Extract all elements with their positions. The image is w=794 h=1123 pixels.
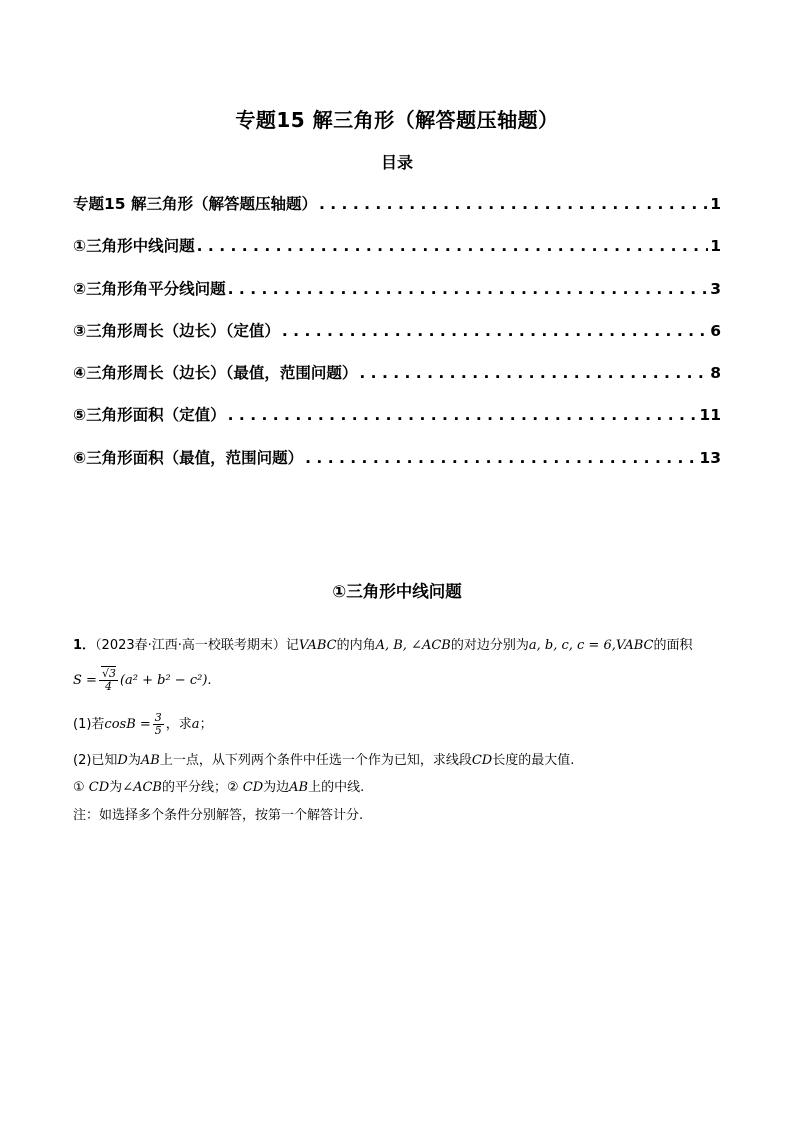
toc-page-number: 8	[710, 364, 721, 383]
math-angles: A, B, ∠ACB	[375, 638, 451, 653]
conditions	[73, 778, 733, 798]
math-var: AB	[289, 780, 309, 795]
math-var: D	[117, 753, 128, 768]
toc-entry-text: ⑥三角形面积（最值，范围问题）	[73, 448, 304, 467]
fraction	[99, 668, 118, 693]
toc-leader-dots	[228, 406, 698, 424]
math-var: AB	[140, 753, 160, 768]
math-var: CD	[242, 780, 264, 795]
question-2	[73, 751, 733, 771]
condition-text: 为	[109, 780, 123, 795]
math-denominator: 5	[154, 724, 162, 737]
problem-statement-line1	[73, 636, 733, 656]
math-numerator: 3	[154, 711, 162, 724]
toc-entry-text: ②三角形角平分线问题	[73, 279, 226, 298]
question-text: ；	[199, 717, 213, 732]
toc-entry[interactable]	[73, 319, 721, 361]
toc-page-number: 6	[710, 321, 721, 340]
condition-mark: ①	[73, 780, 85, 795]
toc-page-number: 1	[710, 237, 721, 256]
toc-page-number: 3	[710, 279, 721, 298]
toc-entry[interactable]	[73, 446, 721, 488]
toc-entry[interactable]	[73, 277, 721, 319]
math-var: CD	[471, 753, 493, 768]
toc-leader-dots	[359, 364, 708, 382]
area-formula	[73, 668, 733, 693]
toc-leader-dots	[319, 195, 708, 213]
problem-text: 记	[285, 638, 299, 653]
math-var: CD	[88, 780, 110, 795]
math-area-lhs: S =	[73, 673, 97, 688]
toc-entry-text: ③三角形周长（边长）（定值）	[73, 321, 280, 340]
toc-entry-text: ①三角形中线问题	[73, 237, 195, 256]
question-text: ，求	[165, 717, 192, 732]
question-text: (1)若	[73, 717, 105, 732]
toc-entry[interactable]	[73, 192, 721, 234]
question-text: (2)已知	[73, 753, 118, 768]
question-1	[73, 712, 733, 737]
math-sqrt: √3	[101, 667, 116, 680]
toc-entry[interactable]	[73, 361, 721, 403]
question-text: 上一点，从下列两个条件中任选一个作为已知，求线段	[159, 753, 472, 768]
question-text: 为	[127, 753, 141, 768]
math-cos: cosB =	[104, 717, 151, 732]
toc-leader-dots	[282, 322, 708, 340]
toc-entry[interactable]	[73, 403, 721, 445]
toc-entry[interactable]	[73, 234, 721, 276]
fraction	[153, 712, 164, 737]
math-area-rest: (a² + b² − c²).	[119, 673, 212, 688]
toc-leader-dots	[228, 280, 709, 298]
problem-source: （2023春·江西·高一校联考期末）	[95, 638, 286, 653]
math-triangle: VABC	[298, 638, 337, 653]
math-angle: ∠ACB	[122, 780, 162, 795]
toc-page-number: 11	[699, 406, 721, 425]
toc-entry-text: ④三角形周长（边长）（最值，范围问题）	[73, 364, 358, 383]
toc-page-number: 1	[710, 195, 721, 213]
section-title: ①三角形中线问题	[332, 582, 462, 601]
question-text: 长度的最大值.	[492, 753, 575, 768]
toc-page-number: 13	[699, 448, 721, 467]
condition-text: 为边	[263, 780, 290, 795]
problem-text: 的面积	[653, 638, 693, 653]
toc-leader-dots	[305, 449, 697, 467]
toc-entry-text: ⑤三角形面积（定值）	[73, 406, 226, 425]
scoring-note: 注：如选择多个条件分别解答，按第一个解答计分.	[73, 808, 364, 823]
problem-number: 1．	[73, 638, 96, 653]
math-denominator: 4	[104, 680, 112, 693]
table-of-contents	[73, 192, 721, 488]
toc-heading: 目录	[380, 153, 413, 172]
math-var: a	[191, 717, 200, 732]
math-triangle: VABC	[615, 638, 654, 653]
problem-text: 的内角	[336, 638, 376, 653]
condition-text: 上的中线.	[308, 780, 365, 795]
toc-leader-dots	[197, 237, 709, 255]
condition-text: 的平分线；②	[161, 780, 239, 795]
problem-text: 的对边分别为	[450, 638, 529, 653]
toc-entry-text: 专题15 解三角形（解答题压轴题）	[73, 195, 317, 213]
math-sides: a, b, c, c = 6,	[528, 638, 616, 653]
page-title: 专题15 解三角形（解答题压轴题）	[235, 108, 559, 132]
